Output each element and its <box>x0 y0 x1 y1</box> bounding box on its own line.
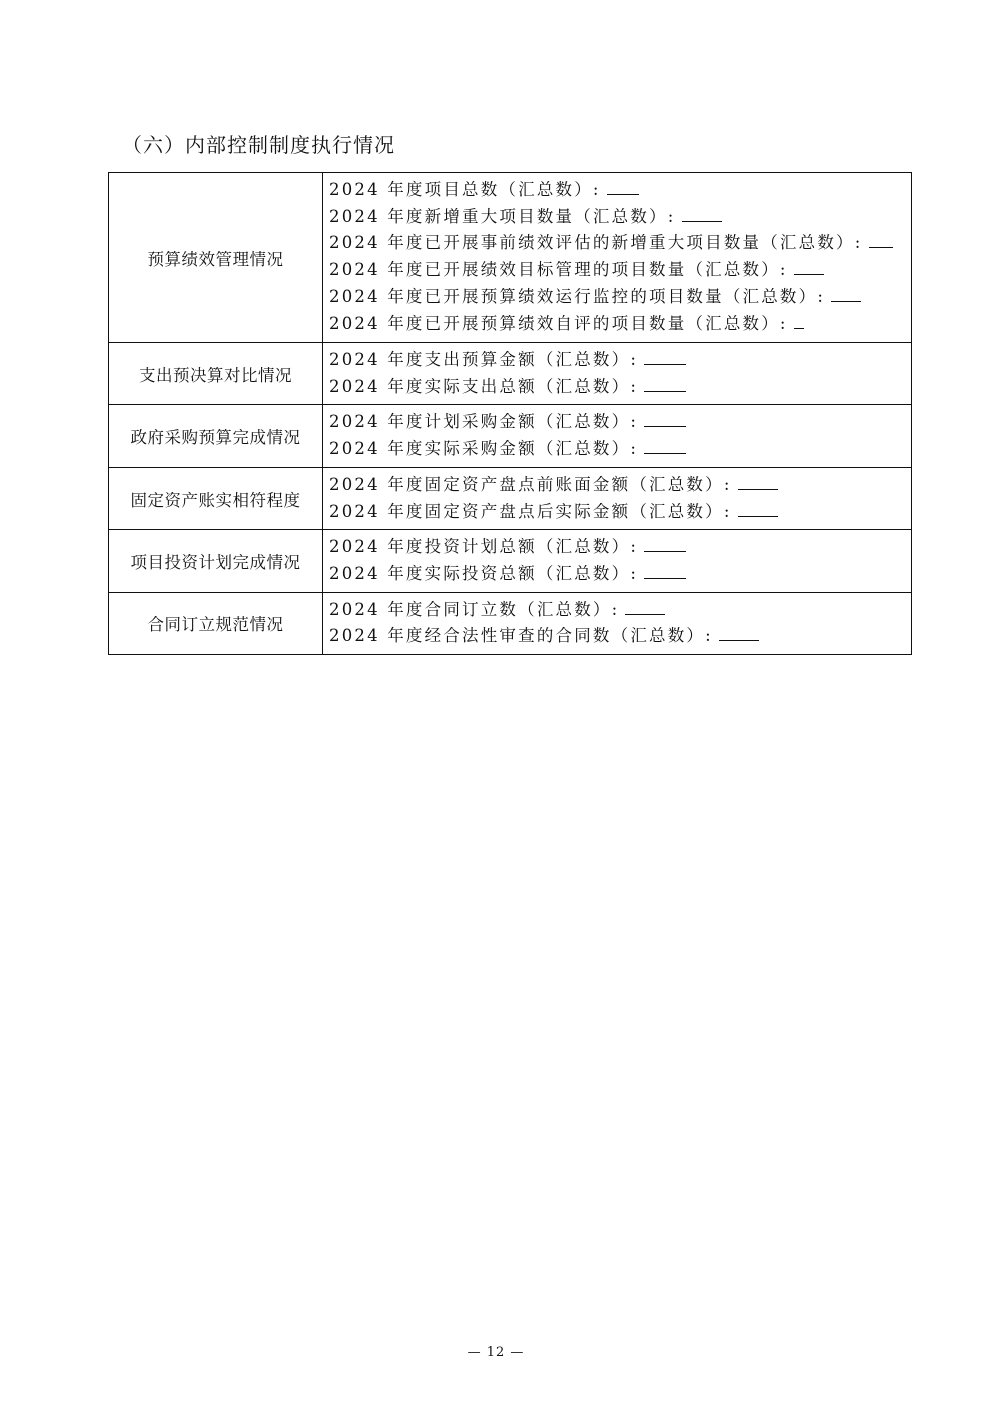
fill-blank[interactable] <box>869 231 893 248</box>
table-row <box>109 173 912 343</box>
fill-blank[interactable] <box>644 375 686 392</box>
item-line <box>329 534 911 561</box>
fill-blank[interactable] <box>644 437 686 454</box>
item-text: 2024 年度固定资产盘点后实际金额（汇总数）: <box>329 501 732 521</box>
row-label: 政府采购预算完成情况 <box>109 405 323 467</box>
fill-blank[interactable] <box>831 285 861 302</box>
item-line <box>329 347 911 374</box>
item-text: 2024 年度已开展预算绩效运行监控的项目数量（汇总数）: <box>329 286 826 306</box>
row-items <box>323 173 912 343</box>
row-label: 固定资产账实相符程度 <box>109 467 323 529</box>
item-text: 2024 年度实际支出总额（汇总数）: <box>329 376 639 396</box>
page-number: — 12 — <box>467 1345 525 1360</box>
item-text: 2024 年度固定资产盘点前账面金额（汇总数）: <box>329 474 732 494</box>
row-items <box>323 405 912 467</box>
fill-blank[interactable] <box>607 178 639 195</box>
item-line <box>329 436 911 463</box>
table-row <box>109 343 912 405</box>
item-text: 2024 年度实际采购金额（汇总数）: <box>329 439 639 459</box>
section-title: （六）内部控制制度执行情况 <box>122 133 395 157</box>
row-label: 支出预决算对比情况 <box>109 343 323 405</box>
fill-blank[interactable] <box>794 312 804 329</box>
fill-blank[interactable] <box>644 410 686 427</box>
item-text: 2024 年度已开展事前绩效评估的新增重大项目数量（汇总数）: <box>329 233 863 253</box>
item-line <box>329 257 911 284</box>
item-text: 2024 年度合同订立数（汇总数）: <box>329 599 620 619</box>
fill-blank[interactable] <box>644 535 686 552</box>
fill-blank[interactable] <box>682 205 722 222</box>
item-text: 2024 年度投资计划总额（汇总数）: <box>329 537 639 557</box>
row-label: 合同订立规范情况 <box>109 592 323 654</box>
row-items <box>323 530 912 592</box>
item-line <box>329 499 911 526</box>
fill-blank[interactable] <box>794 258 824 275</box>
table-row <box>109 467 912 529</box>
item-line <box>329 409 911 436</box>
item-line <box>329 204 911 231</box>
item-text: 2024 年度经合法性审查的合同数（汇总数）: <box>329 626 713 646</box>
row-items <box>323 343 912 405</box>
item-line <box>329 374 911 401</box>
item-line <box>329 472 911 499</box>
item-text: 2024 年度已开展绩效目标管理的项目数量（汇总数）: <box>329 260 788 280</box>
item-line <box>329 597 911 624</box>
item-line <box>329 561 911 588</box>
row-items <box>323 592 912 654</box>
table-row <box>109 592 912 654</box>
item-line <box>329 284 911 311</box>
table-row <box>109 530 912 592</box>
item-text: 2024 年度实际投资总额（汇总数）: <box>329 563 639 583</box>
internal-control-table <box>108 172 912 655</box>
item-text: 2024 年度计划采购金额（汇总数）: <box>329 412 639 432</box>
fill-blank[interactable] <box>719 624 759 641</box>
row-label: 预算绩效管理情况 <box>109 173 323 343</box>
row-items <box>323 467 912 529</box>
item-line <box>329 311 911 338</box>
item-text: 2024 年度支出预算金额（汇总数）: <box>329 350 639 369</box>
item-text: 2024 年度项目总数（汇总数）: <box>329 180 601 199</box>
table-row <box>109 405 912 467</box>
item-text: 2024 年度已开展预算绩效自评的项目数量（汇总数）: <box>329 313 788 333</box>
fill-blank[interactable] <box>625 598 665 615</box>
item-line <box>329 177 911 204</box>
fill-blank[interactable] <box>738 500 778 517</box>
fill-blank[interactable] <box>644 348 686 365</box>
item-text: 2024 年度新增重大项目数量（汇总数）: <box>329 206 676 226</box>
item-line <box>329 623 911 650</box>
item-line <box>329 230 911 257</box>
fill-blank[interactable] <box>644 562 686 579</box>
fill-blank[interactable] <box>738 473 778 490</box>
row-label: 项目投资计划完成情况 <box>109 530 323 592</box>
